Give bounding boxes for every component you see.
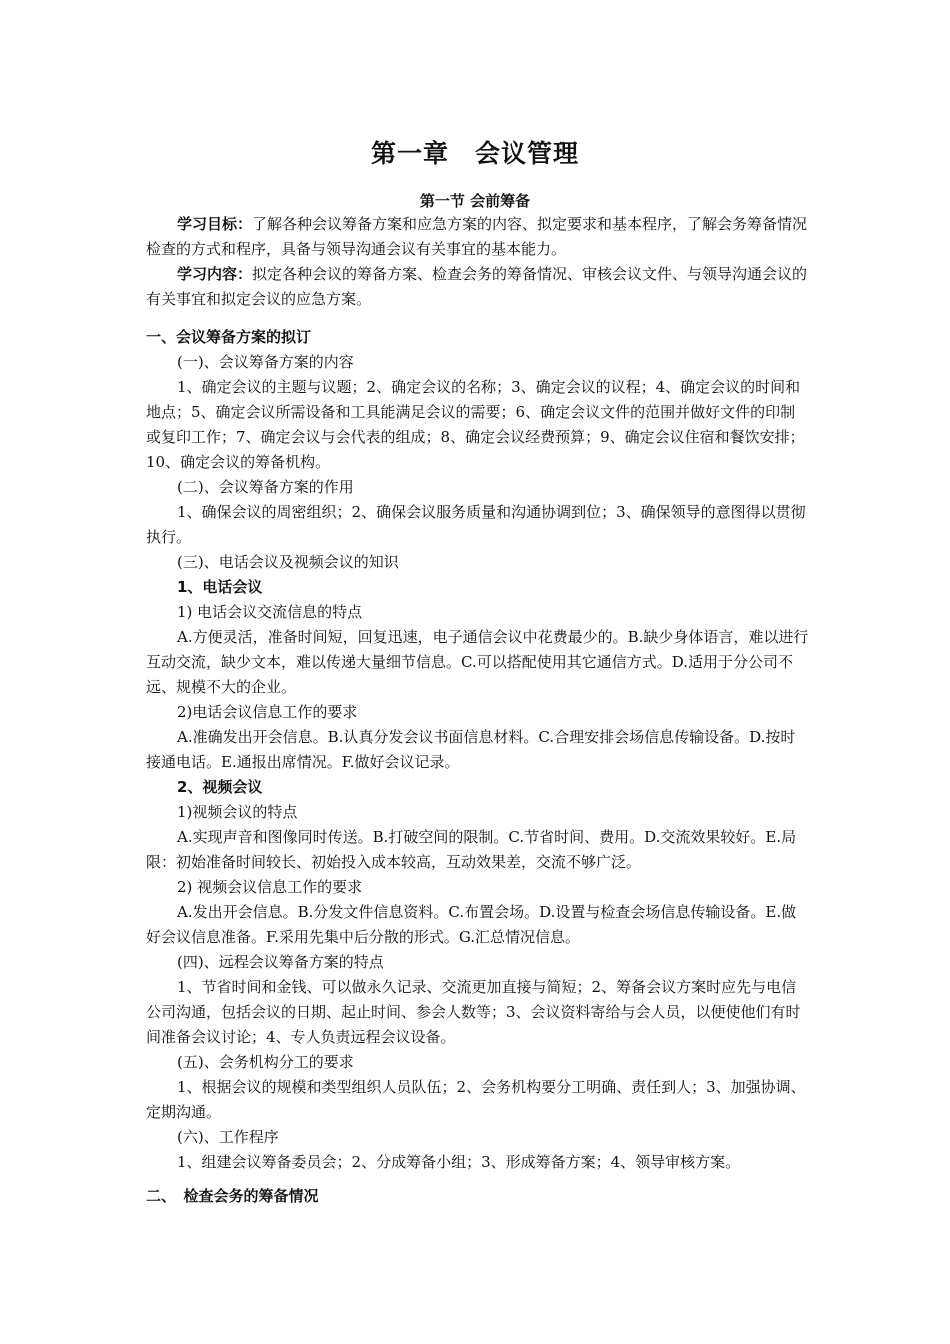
video-meeting-heading: 2、视频会议 <box>177 778 263 796</box>
paragraph: 1、根据会议的规模和类型组织人员队伍；2、会务机构要分工明确、责任到人；3、加强协调、定期沟通。 <box>146 1078 806 1121</box>
item-title: 1) 电话会议交流信息的特点 <box>177 603 363 621</box>
paragraph: A.方便灵活，准备时间短，回复迅速，电子通信会议中花费最少的。B.缺少身体语言，难以进行互动交流，缺少文本，难以传递大量细节信息。C.可以搭配使用其它通信方式。D.适用于分公司不远、规模不大的企业。 <box>146 628 809 696</box>
subsection-title: (六)、工作程序 <box>177 1128 279 1146</box>
item-title: 2)电话会议信息工作的要求 <box>177 703 358 721</box>
learning-content-text: 拟定各种会议的筹备方案、检查会务的筹备情况、审核会议文件、与领导沟通会议的有关事宜和拟定会议的应急方案。 <box>146 265 808 308</box>
paragraph: 1、确保会议的周密组织；2、确保会议服务质量和沟通协调到位；3、确保领导的意图得以贯彻执行。 <box>146 503 806 546</box>
subsection-title: (三)、电话会议及视频会议的知识 <box>177 553 399 571</box>
intro-block <box>146 212 810 312</box>
item-title: 1)视频会议的特点 <box>177 803 298 821</box>
subsection-title: (二)、会议筹备方案的作用 <box>177 478 354 496</box>
phone-meeting-heading: 1、电话会议 <box>177 578 263 596</box>
section-title: 第一节 会前筹备 <box>419 192 531 210</box>
part1-heading: 一、会议筹备方案的拟订 <box>146 328 312 346</box>
learning-content-label: 学习内容： <box>177 265 253 283</box>
learning-goal-text: 了解各种会议筹备方案和应急方案的内容、拟定要求和基本程序，了解会务筹备情况检查的方式和程序，具备与领导沟通会议有关事宜的基本能力。 <box>146 215 808 258</box>
part2-block <box>146 1184 810 1209</box>
part1-block <box>146 325 810 1175</box>
learning-goal-label: 学习目标： <box>177 215 253 233</box>
subsection-title: (一)、会议筹备方案的内容 <box>177 353 354 371</box>
chapter-title: 第一章 会议管理 <box>370 139 579 168</box>
paragraph: A.发出开会信息。B.分发文件信息资料。C.布置会场。D.设置与检查会场信息传输设备。E.做好会议信息准备。F.采用先集中后分散的形式。G.汇总情况信息。 <box>146 903 797 946</box>
paragraph: A.实现声音和图像同时传送。B.打破空间的限制。C.节省时间、费用。D.交流效果较好。E.局限：初始准备时间较长、初始投入成本较高，互动效果差，交流不够广泛。 <box>146 828 797 871</box>
paragraph: A.准确发出开会信息。B.认真分发会议书面信息材料。C.合理安排会场信息传输设备。D.按时接通电话。E.通报出席情况。F.做好会议记录。 <box>146 728 796 771</box>
learning-goal <box>146 212 810 262</box>
learning-content <box>146 262 810 312</box>
item-title: 2) 视频会议信息工作的要求 <box>177 878 363 896</box>
paragraph: 1、组建会议筹备委员会；2、分成筹备小组；3、形成筹备方案；4、领导审核方案。 <box>177 1153 741 1171</box>
part2-heading: 二、 检查会务的筹备情况 <box>146 1187 319 1205</box>
paragraph: 1、确定会议的主题与议题；2、确定会议的名称；3、确定会议的议程；4、确定会议的时间和地点；5、确定会议所需设备和工具能满足会议的需要；6、确定会议文件的范围并做好文件的印制或复印工作；7、确定会议与会代表的组成；8、确定会议经费预算；9、确定会议住宿和餐饮安排；10、确定会议的筹备机构。 <box>146 378 805 471</box>
subsection-title: (四)、远程会议筹备方案的特点 <box>177 953 384 971</box>
paragraph: 1、节省时间和金钱、可以做永久记录、交流更加直接与简短；2、筹备会议方案时应先与电信公司沟通，包括会议的日期、起止时间、参会人数等；3、会议资料寄给与会人员，以便使他们有时间准备会议讨论；4、专人负责远程会议设备。 <box>146 978 801 1046</box>
subsection-title: (五)、会务机构分工的要求 <box>177 1053 354 1071</box>
